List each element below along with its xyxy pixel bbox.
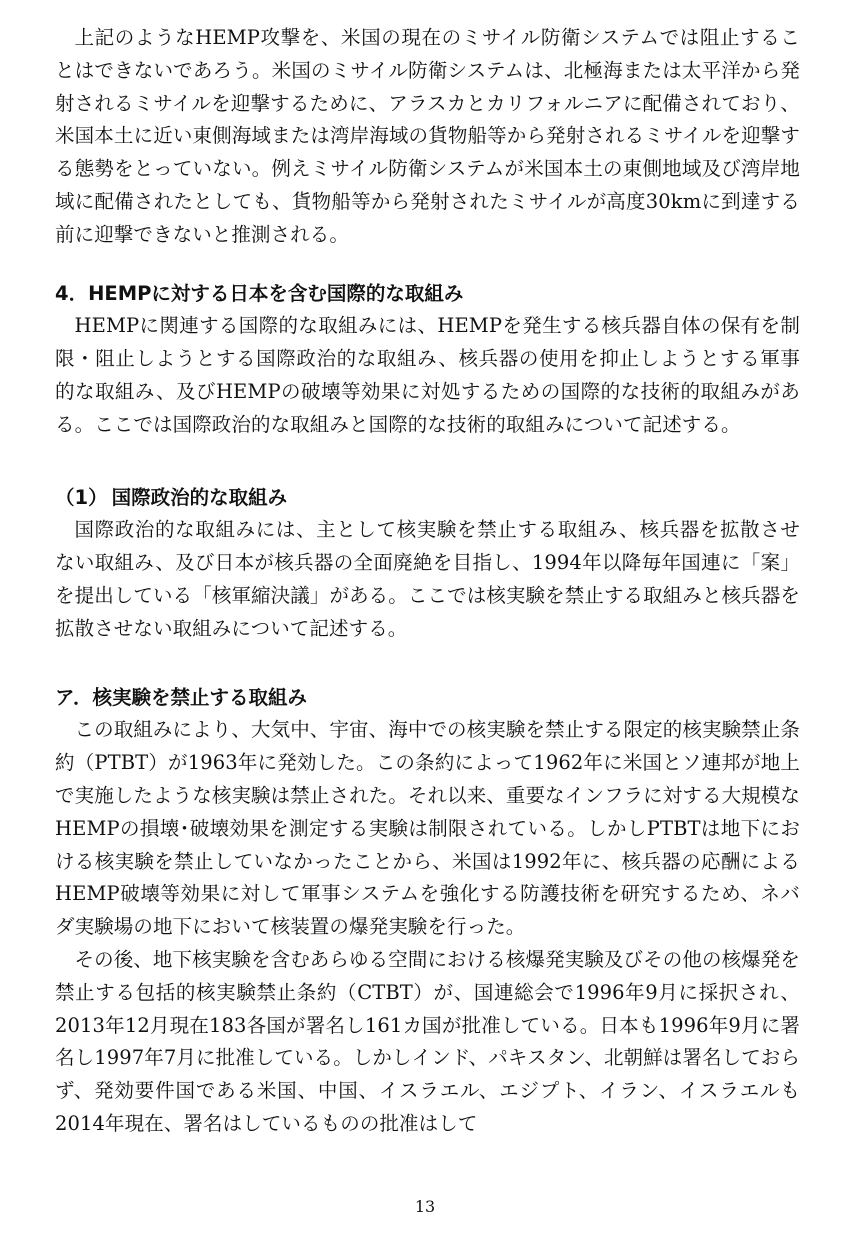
page-number: 13	[414, 1197, 436, 1216]
section-heading-international-efforts: 4．HEMPに対する日本を含む国際的な取組み	[55, 281, 464, 305]
subsection-number: （1）	[55, 485, 108, 509]
paragraph-hemp-missile-defense: 上記のようなHEMP攻撃を、米国の現在のミサイル防衛システムでは阻止することはできないであろう。米国のミサイル防衛システムは、北極海または太平洋から発射されるミサイルを迎撃するために、アラスカとカリフォルニアに配備されており、米国本土に近い東側海域または湾岸海域の貨物船等から発射されるミサイルを迎撃する態勢をとっていない。例えミサイル防衛システムが米国本土の東側地域及び湾岸地域に配備されたとしても、貨物船等から発射されたミサイルが高度30kmに到達する前に迎撃できないと推測される。	[55, 26, 800, 246]
subsection-title: 国際政治的な取組み	[111, 485, 288, 509]
paragraph-ptbt: この取組みにより、大気中、宇宙、海中での核実験を禁止する限定的核実験禁止条約（PTBT）が1963年に発効した。この条約によって1962年に米国とソ連邦が地上で実施したような核実験は禁止された。それ以来、重要なインフラに対する大規模なHEMPの損壊･破壊効果を測定する実験は制限されている。しかしPTBTは地下における核実験を禁止していなかったことから、米国は1992年に、核兵器の応酬によるHEMP破壊等効果に対して軍事システムを強化する防護技術を研究するため、ネバダ実験場の地下において核装置の爆発実験を行った。	[55, 718, 800, 939]
page-body	[55, 22, 800, 1141]
subsection-heading-political-efforts	[55, 482, 800, 515]
paragraph-ctbt: その後、地下核実験を含むあらゆる空間における核爆発実験及びその他の核爆発を禁止する包括的核実験禁止条約（CTBT）が、国連総会で1996年9月に採択され、2013年12月現在183各国が署名し161カ国が批准している。日本も1996年9月に署名し1997年7月に批准している。しかしインド、パキスタン、北朝鮮は署名しておらず、発効要件国である米国、中国、イスラエル、エジプト、イラン、イスラエルも2014年現在、署名はしているものの批准はして	[55, 947, 800, 1135]
paragraph-political-efforts: 国際政治的な取組みには、主として核実験を禁止する取組み、核兵器を拡散させない取組み、及び日本が核兵器の全面廃絶を目指し、1994年以降毎年国連に「案」を提出している「核軍縮決議」がある。ここでは核実験を禁止する取組みと核兵器を拡散させない取組みについて記述する。	[55, 518, 800, 640]
paragraph-international-efforts-overview: HEMPに関連する国際的な取組みには、HEMPを発生する核兵器自体の保有を制限・阻止しようとする国際政治的な取組み、核兵器の使用を抑止しようとする軍事的な取組み、及びHEMPの破壊等効果に対処するための国際的な技術的取組みがある。ここでは国際政治的な取組みと国際的な技術的取組みについて記述する。	[55, 314, 800, 436]
item-heading-test-ban: ア．核実験を禁止する取組み	[55, 685, 307, 709]
